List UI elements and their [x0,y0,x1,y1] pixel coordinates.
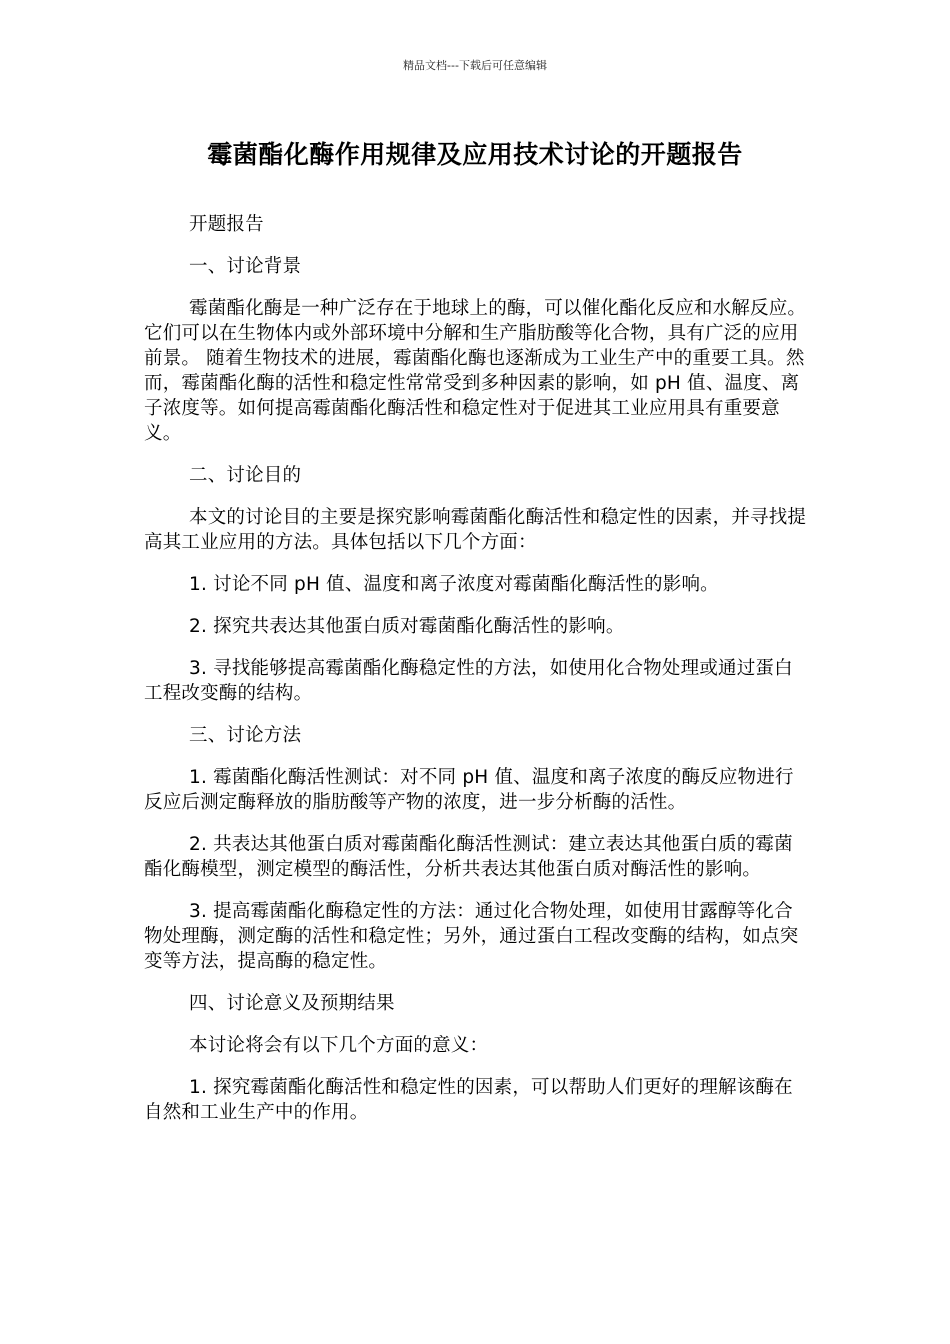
method-item-3: 3. 提高霉菌酯化酶稳定性的方法：通过化合物处理，如使用甘露醇等化合物处理酶，测定酶的活性和稳定性；另外，通过蛋白工程改变酶的结构，如点突变等方法，提高酶的稳定性。 [144,901,799,972]
section-label: 开题报告 [189,214,264,235]
section-heading-background: 一、讨论背景 [189,256,302,277]
section-heading-significance: 四、讨论意义及预期结果 [189,993,395,1014]
significance-intro: 本讨论将会有以下几个方面的意义： [189,1035,489,1056]
background-paragraph: 霉菌酯化酶是一种广泛存在于地球上的酶，可以催化酯化反应和水解反应。它们可以在生物体内或外部环境中分解和生产脂肪酸等化合物，具有广泛的应用前景。 随着生物技术的进展，霉菌酯化酶也逐渐成为工业生产中的重要工具。然而，霉菌酯化酶的活性和稳定性常常受到多种因素的影响，如 pH 值、温度、离子浓度等。如何提高霉菌酯化酶活性和稳定性对于促进其工业应用具有重要意义。 [144,298,807,444]
purpose-item-2: 2. 探究共表达其他蛋白质对霉菌酯化酶活性的影响。 [189,616,625,637]
header-note: 精品文档---下载后可任意编辑 [403,59,547,72]
purpose-paragraph: 本文的讨论目的主要是探究影响霉菌酯化酶活性和稳定性的因素，并寻找提高其工业应用的方法。具体包括以下几个方面： [144,507,807,553]
section-heading-methods: 三、讨论方法 [189,725,302,746]
method-item-2: 2. 共表达其他蛋白质对霉菌酯化酶活性测试：建立表达其他蛋白质的霉菌酯化酶模型，测定模型的酶活性，分析共表达其他蛋白质对酶活性的影响。 [144,834,793,880]
section-heading-purpose: 二、讨论目的 [189,465,302,486]
document-body [144,212,810,1142]
document-title: 霉菌酯化酶作用规律及应用技术讨论的开题报告 [207,140,743,169]
significance-item-1: 1. 探究霉菌酯化酶活性和稳定性的因素，可以帮助人们更好的理解该酶在自然和工业生产中的作用。 [144,1077,793,1123]
purpose-item-3: 3. 寻找能够提高霉菌酯化酶稳定性的方法，如使用化合物处理或通过蛋白工程改变酶的结构。 [144,658,793,704]
purpose-item-1: 1. 讨论不同 pH 值、温度和离子浓度对霉菌酯化酶活性的影响。 [189,574,719,595]
method-item-1: 1. 霉菌酯化酶活性测试：对不同 pH 值、温度和离子浓度的酶反应物进行反应后测定酶释放的脂肪酸等产物的浓度，进一步分析酶的活性。 [144,767,794,813]
